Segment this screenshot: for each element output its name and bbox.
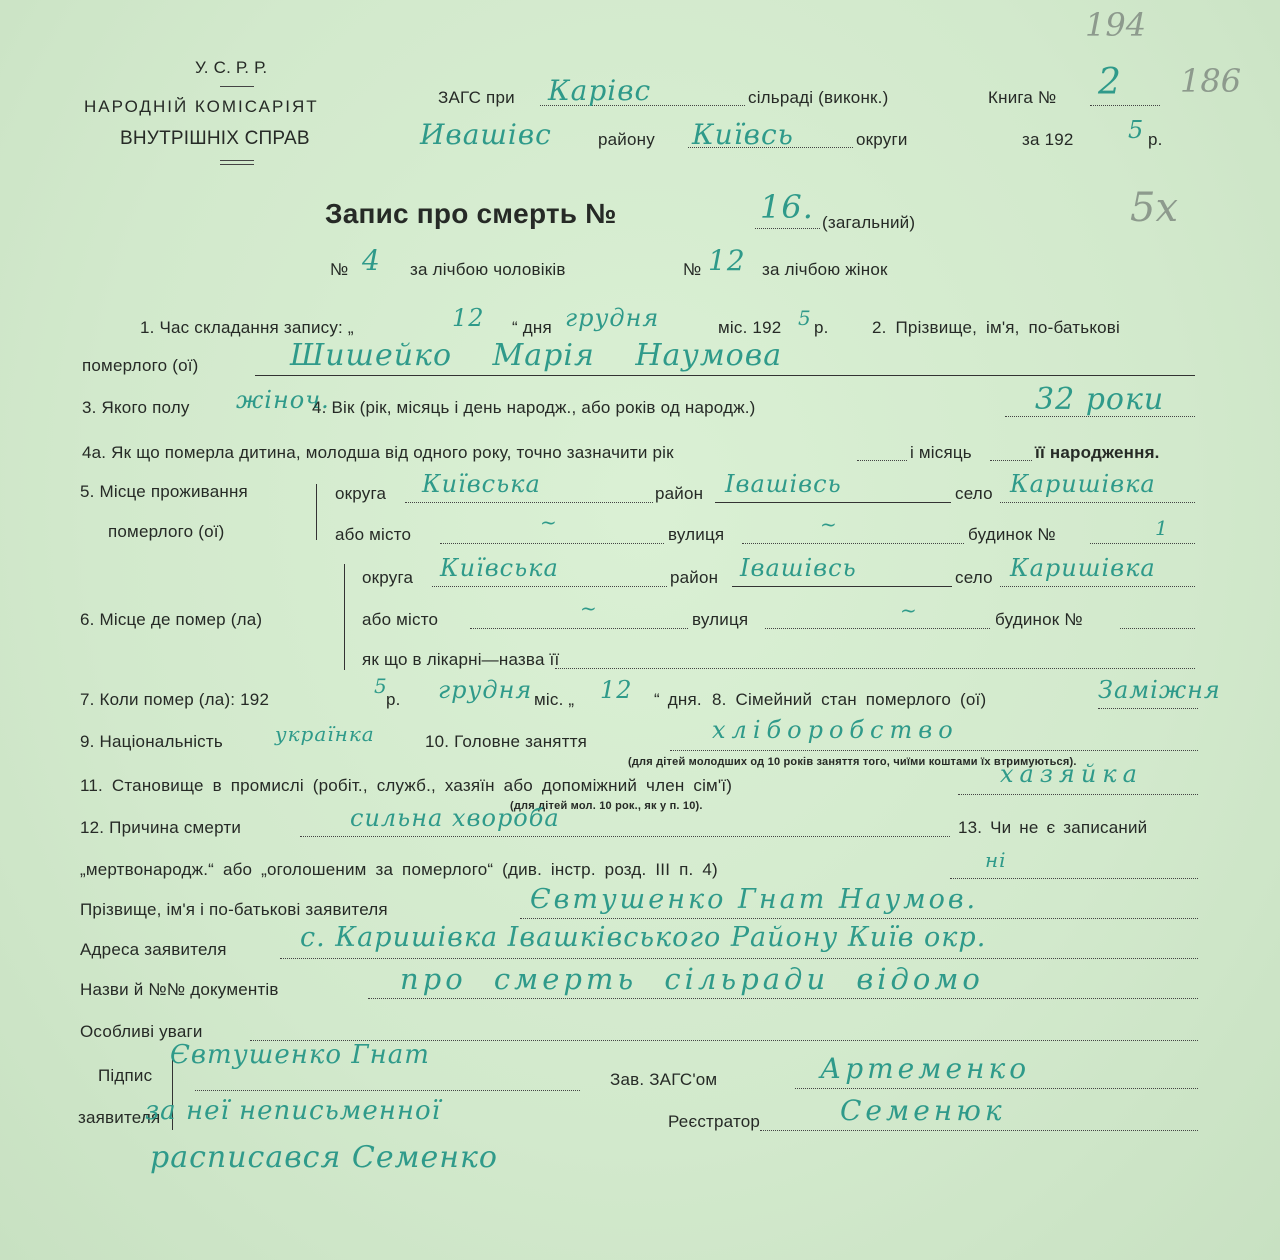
leader [958,794,1198,795]
f6-street: ~ [900,598,918,622]
sign-label-applicant: заявителя [78,1108,161,1127]
applicant-signature-note: за неї неписьменної [145,1096,441,1126]
leader [1090,105,1160,106]
leader [520,918,1198,919]
leader [1120,628,1195,629]
silrada-label: сільраді (виконк.) [748,88,889,107]
archive-number-right: 186 [1180,62,1242,100]
f8-label: 8. Сімейний стан померлого (ої) [712,690,987,709]
brace [344,564,345,670]
f4a-label: 4а. Як що померла дитина, молодша від одного року, точно зазначити рік [82,443,674,462]
f8-value: Заміжня [1098,676,1221,704]
divider [220,160,254,161]
leader [280,958,1198,959]
f6-raion-label: район [670,568,719,587]
f9-value: українка [275,722,375,746]
f1-year-suffix: р. [814,318,829,337]
leader [765,628,990,629]
f13-label2: „мертвонародж.“ або „оголошеним за померлого“ (див. інстр. розд. III п. 4) [80,860,718,879]
f12-label: 12. Причина смерти [80,818,242,837]
divider [220,86,254,87]
registrar-label: Реєстратор [668,1112,761,1131]
f5-raion: Івашівсь [725,470,842,498]
f7-day-suffix: “ дня. [654,690,702,709]
f6-label: 6. Місце де помер (ла) [80,610,263,629]
f2-label: 2. Прізвище, ім'я, по-батькові [872,318,1121,337]
documents-value: про смерть сільради відомо [400,962,984,996]
f1-month-label: міс. 192 [718,318,782,337]
leader [742,543,964,544]
leader [670,750,1198,751]
f6-hospital-label: як що в лікарні—назва її [362,650,560,669]
leader [440,543,664,544]
f1-year: 5 [798,306,812,330]
applicant-signature-proxy: расписався Семенко [150,1140,498,1175]
leader [795,1088,1198,1089]
men-label: за лічбою чоловіків [410,260,566,279]
f5-misto: ~ [540,510,558,534]
year-label: за 192 [1022,130,1074,149]
f6-okruha-label: округа [362,568,414,587]
leader [1000,586,1195,587]
leader [755,228,820,229]
men-no-label: № [330,260,349,279]
f11-value: хазяйка [1000,760,1143,788]
applicant-name: Євтушенко Гнат Наумов. [530,884,979,915]
f5-label2: померлого (ої) [108,522,225,541]
leader [760,1130,1198,1131]
women-number: 12 [708,244,746,277]
raion-label: району [598,130,655,149]
f5-street: ~ [820,512,838,536]
okruha-value: Київсь [692,118,794,151]
women-no-label: № [683,260,702,279]
f2-label2: померлого (ої) [82,356,199,375]
f11-label: 11. Становище в промислі (робіт., служб., хазяїн або допоміжний член сім'ї) [80,776,733,795]
f13-value: ні [985,848,1007,872]
leader [432,586,667,587]
f5-street-label: вулиця [668,525,725,544]
f5-okruha-label: округа [335,484,387,503]
republic-label: У. С. Р. Р. [195,58,268,77]
f9-label: 9. Національність [80,732,223,751]
women-label: за лічбою жінок [762,260,888,279]
f1-label: 1. Час складання запису: „ [140,318,354,337]
leader [405,502,653,503]
zags-label: ЗАГС при [438,88,515,107]
f2-value: Шишейко Марія Наумова [290,338,783,373]
f6-street-label: вулиця [692,610,749,629]
leader [1090,543,1195,544]
book-label: Книга № [988,88,1057,107]
head-label: Зав. ЗАГС'ом [610,1070,718,1089]
leader [1098,708,1198,709]
documents-label: Назви й №№ документів [80,980,279,999]
divider [220,164,254,165]
leader [857,460,907,461]
f5-house: 1 [1155,516,1169,540]
f1-day: 12 [452,304,485,332]
f6-selo-label: село [955,568,993,587]
f7-month: грудня [438,676,533,704]
leader [950,878,1198,879]
raion-value: Ивашівс [420,118,552,151]
f7-month-label: міс. „ [534,690,575,709]
applicant-signature: Євтушенко Гнат [170,1040,430,1070]
record-general-label: (загальний) [822,213,916,232]
book-value: 2 [1098,62,1122,103]
head-signature: Артеменко [820,1052,1031,1085]
leader [715,502,951,503]
f6-raion: Івашівсь [740,554,857,582]
applicant-name-label: Прізвище, ім'я і по-батькові заявителя [80,900,388,919]
f5-house-label: будинок № [968,525,1056,544]
notes-label: Особливі уваги [80,1022,203,1041]
year-suffix: р. [1148,130,1163,149]
f13-label: 13. Чи не є записаний [958,818,1148,837]
f12-value: сильна хвороба [350,804,560,832]
f7-year: 5 [374,674,388,698]
f1-month: грудня [565,304,660,332]
year-value: 5 [1128,116,1145,144]
f4a-end: її народження. [1035,443,1160,462]
record-number: 16. [760,188,814,226]
f6-okruha: Київська [440,554,559,582]
archive-mark: 5х [1130,185,1179,231]
leader [195,1090,580,1091]
brace [316,484,317,540]
f5-misto-label: або місто [335,525,412,544]
registrar-signature: Семенюк [840,1094,1006,1127]
leader [990,460,1032,461]
f7-label: 7. Коли помер (ла): 192 [80,690,270,709]
f6-house-label: будинок № [995,610,1083,629]
f5-okruha: Київська [422,470,541,498]
f6-misto-label: або місто [362,610,439,629]
f5-selo: Каришівка [1010,470,1156,498]
archive-number-top: 194 [1085,6,1147,44]
leader [470,628,688,629]
f10-value: хліборобство [712,716,959,744]
f5-selo-label: село [955,484,993,503]
f3-label: 3. Якого полу [82,398,190,417]
commissariat-line2: ВНУТРІШНІХ СПРАВ [120,128,310,149]
f5-label1: 5. Місце проживання [80,482,248,501]
f7-day: 12 [600,676,633,704]
leader [300,836,950,837]
leader [255,375,1195,376]
leader [368,998,1198,999]
f10-label: 10. Головне заняття [425,732,588,751]
f4a-month: і місяць [910,443,972,462]
leader [732,586,952,587]
f6-selo: Каришівка [1010,554,1156,582]
f6-misto: ~ [580,596,598,620]
f10-note: (для дітей молодших од 10 років заняття того, чиїми коштами їх втримуються). [628,756,1077,768]
f11-note: (для дітей мол. 10 рок., як у п. 10). [510,800,703,812]
f3-value: жіноч. [236,386,330,414]
f5-raion-label: район [655,484,704,503]
commissariat-line1: НАРОДНІЙ КОМІСАРІЯТ [84,97,319,116]
record-title: Запис про смерть № [325,198,617,229]
applicant-address-label: Адреса заявителя [80,940,227,959]
leader [555,668,1195,669]
applicant-address: с. Каришівка Івашківського Району Київ окр. [300,922,987,953]
sign-label: Підпис [98,1066,153,1085]
men-number: 4 [362,244,381,277]
zags-value: Карівс [548,74,652,107]
okruha-label: округи [856,130,908,149]
f4-label: 4. Вік (рік, місяць і день народж., або років од народж.) [312,398,756,417]
f4-value: 32 роки [1035,382,1165,417]
f7-year-suffix: р. [386,690,401,709]
leader [1000,502,1195,503]
f1-day-suffix: “ дня [512,318,552,337]
